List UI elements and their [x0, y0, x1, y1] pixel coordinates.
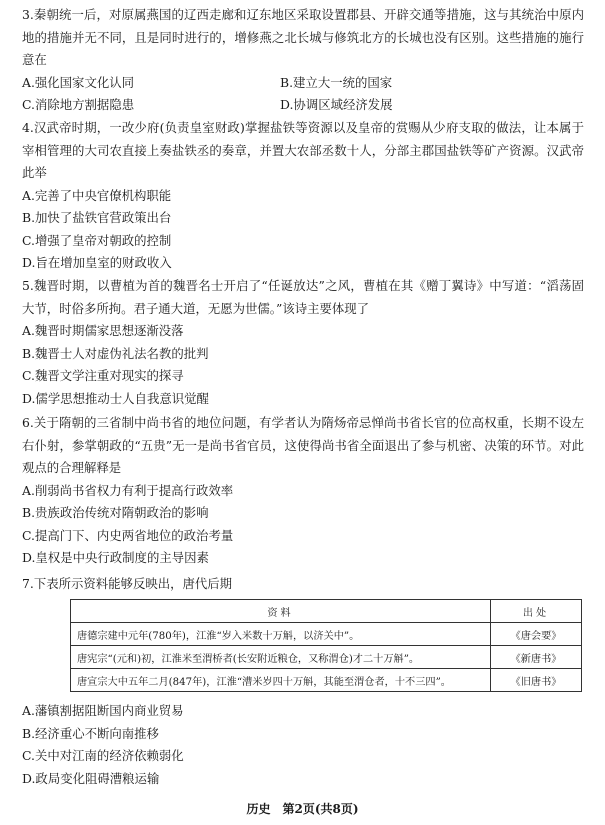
column-header-material: 资料 — [71, 600, 491, 623]
table-cell-source: 《旧唐书》 — [491, 669, 582, 692]
option-b: B.经济重心不断向南推移 — [22, 725, 159, 741]
table-row — [71, 646, 582, 669]
option-c: C.提高门下、内史两省地位的政治考量 — [22, 527, 234, 543]
option-b: B.建立大一统的国家 — [280, 74, 393, 90]
question-stem: 6.关于隋朝的三省制中尚书省的地位问题，有学者认为隋炀帝忌惮尚书省长官的位高权重，长期不设左右仆射，参掌朝政的“五贵”无一是尚书省官员，这使得尚书省全面退出了参与机密、决策的环节。对此观点的合理解释是 — [22, 415, 584, 475]
question-3 — [22, 4, 584, 117]
option-d: D.协调区域经济发展 — [280, 97, 393, 112]
table-row — [71, 623, 582, 646]
question-7-options — [22, 700, 584, 790]
table-header-row — [71, 600, 582, 623]
option-d: D.旨在增加皇室的财政收入 — [22, 255, 172, 270]
question-stem: 5.魏晋时期，以曹植为首的魏晋名士开启了“任诞放达”之风，曹植在其《赠丁翼诗》中写道：“滔荡固大节，时俗多所拘。君子通大道，无愿为世儒。”该诗主要体现了 — [22, 278, 584, 316]
option-c: C.增强了皇帝对朝政的控制 — [22, 232, 172, 248]
table-cell-source: 《新唐书》 — [491, 646, 582, 669]
question-4 — [22, 117, 584, 275]
question-5 — [22, 275, 584, 410]
question-stem: 7.下表所示资料能够反映出，唐代后期 — [22, 576, 233, 591]
table-cell-material: 唐宣宗大中五年二月(847年)，江淮“漕米岁四十万斛，其能至渭仓者，十不三四”。 — [71, 669, 491, 692]
option-a: A.削弱尚书省权力有利于提高行政效率 — [22, 482, 234, 498]
option-c: C.魏晋文学注重对现实的探寻 — [22, 368, 184, 383]
option-a: A.强化国家文化认同 — [22, 74, 135, 90]
options — [22, 72, 584, 117]
option-c: C.消除地方割据隐患 — [22, 97, 135, 112]
option-d: D.政局变化阻碍漕粮运输 — [22, 770, 160, 786]
option-a: A.完善了中央官僚机构职能 — [22, 187, 172, 203]
option-b: B.加快了盐铁官营政策出台 — [22, 210, 172, 225]
source-table — [70, 599, 582, 692]
page-footer: 历史 第2页(共8页) — [246, 802, 359, 816]
table-cell-material: 唐宪宗“(元和)初，江淮米至渭桥者(长安附近粮仓，又称渭仓)才二十万斛”。 — [71, 646, 491, 669]
data-table — [70, 599, 582, 692]
table-cell-material: 唐德宗建中元年(780年)，江淮“岁入米数十万斛，以济关中”。 — [71, 623, 491, 646]
option-c: C.关中对江南的经济依赖弱化 — [22, 748, 184, 763]
column-header-source: 出处 — [491, 600, 582, 623]
question-stem: 4.汉武帝时期，一改少府(负责皇室财政)掌握盐铁等资源以及皇帝的赏赐从少府支取的做法，让本属于宰相管理的大司农直接上奏盐铁丞的奏章，并置大农部丞数十人，分部主郡国盐铁等矿产资源。汉武帝此举 — [22, 120, 584, 180]
option-d: D.皇权是中央行政制度的主导因素 — [22, 550, 209, 565]
question-stem: 3.秦朝统一后，对原属燕国的辽西走廊和辽东地区采取设置郡县、开辟交通等措施，这与其统治中原内地的措施并无不同，且是同时进行的，增修燕之北长城与修筑北方的长城也没有区别。这些措施的施行意在 — [22, 7, 584, 67]
table-row — [71, 669, 582, 692]
option-a: A.藩镇割据阻断国内商业贸易 — [22, 703, 184, 718]
option-d: D.儒学思想推动士人自我意识觉醒 — [22, 390, 209, 406]
question-6 — [22, 412, 584, 570]
option-b: B.贵族政治传统对隋朝政治的影响 — [22, 505, 209, 520]
option-b: B.魏晋士人对虚伪礼法名教的批判 — [22, 345, 209, 361]
option-a: A.魏晋时期儒家思想逐渐没落 — [22, 323, 184, 338]
question-7 — [22, 573, 584, 596]
table-cell-source: 《唐会要》 — [491, 623, 582, 646]
